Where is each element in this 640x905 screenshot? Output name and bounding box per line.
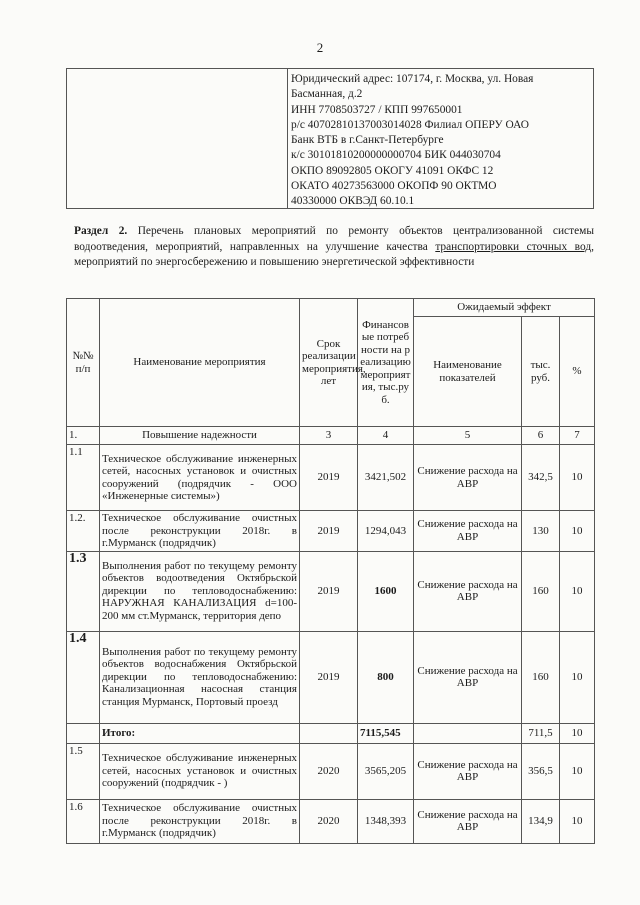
row-finance: 1348,393 xyxy=(358,799,414,843)
row-name: Техническое обслуживание инженерных сетей, насосных установок и очистных сооружений (подрядчик - ООО «Инженерные системы») xyxy=(100,445,300,511)
row-rub: 356,5 xyxy=(522,743,560,799)
col-number: 7 xyxy=(560,427,595,445)
col-number: 3 xyxy=(300,427,358,445)
row-name: Техническое обслуживание инженерных сетей, насосных установок и очистных сооружений (подрядчик - ) xyxy=(100,743,300,799)
section-text-a: Перечень плановых мероприятий по ремонту объектов централизованной системы водоотведения, мероприятий, направленных на улучшение качества xyxy=(74,225,594,253)
row-name: Техническое обслуживание очистных после реконструкции 2018г. в г.Мурманск (подрядчик) xyxy=(100,799,300,843)
total-row xyxy=(67,723,595,743)
requisites-left-cell xyxy=(67,69,288,208)
row-year: 2019 xyxy=(300,445,358,511)
measures-table xyxy=(66,298,595,844)
section-text-underlined: транспортировки сточных вод, xyxy=(435,240,594,253)
table-row xyxy=(67,511,595,552)
section-label: Раздел 2. xyxy=(74,225,128,237)
col-number: 1. xyxy=(67,427,100,445)
table-row xyxy=(67,743,595,799)
row-indicator: Снижение расхода на АВР xyxy=(414,445,522,511)
col-number: 5 xyxy=(414,427,522,445)
total-label: Итого: xyxy=(100,723,300,743)
col-number: Повышение надежности xyxy=(100,427,300,445)
requisites-line: 40330000 ОКВЭД 60.10.1 xyxy=(291,195,415,208)
requisites-line: к/с 30101810200000000704 БИК 044030704 xyxy=(291,149,501,162)
requisites-line: ОКПО 89092805 ОКОГУ 41091 ОКФС 12 xyxy=(291,164,494,177)
row-year: 2020 xyxy=(300,743,358,799)
row-finance: 1294,043 xyxy=(358,511,414,552)
row-indicator: Снижение расхода на АВР xyxy=(414,743,522,799)
row-rub: 160 xyxy=(522,551,560,631)
row-year: 2019 xyxy=(300,631,358,723)
requisites-line: Басманная, д.2 xyxy=(291,88,363,101)
requisites-line: ИНН 7708503727 / КПП 997650001 xyxy=(291,103,463,116)
row-rub: 160 xyxy=(522,631,560,723)
requisites-box xyxy=(66,68,594,209)
row-indicator: Снижение расхода на АВР xyxy=(414,631,522,723)
header-effect: Ожидаемый эффект xyxy=(414,299,595,317)
total-finance: 7115,545 xyxy=(358,723,414,743)
requisites-text xyxy=(291,72,591,210)
row-year: 2020 xyxy=(300,799,358,843)
row-finance: 1600 xyxy=(358,551,414,631)
section-heading xyxy=(74,224,594,271)
row-pct: 10 xyxy=(560,743,595,799)
row-number: 1.1 xyxy=(67,445,100,511)
table-row xyxy=(67,445,595,511)
row-rub: 134,9 xyxy=(522,799,560,843)
table-row xyxy=(67,551,595,631)
header-rub: тыс. руб. xyxy=(522,317,560,427)
row-finance: 800 xyxy=(358,631,414,723)
row-year: 2019 xyxy=(300,511,358,552)
header-finance: Финансовые потребности на реализацию мероприятия, тыс.руб. xyxy=(358,299,414,427)
total-pct: 10 xyxy=(560,723,595,743)
row-rub: 342,5 xyxy=(522,445,560,511)
row-pct: 10 xyxy=(560,631,595,723)
row-number: 1.4 xyxy=(67,631,100,723)
header-no: №№ п/п xyxy=(67,299,100,427)
requisites-line: Банк ВТБ в г.Санкт-Петербурге xyxy=(291,134,444,147)
header-indicator: Наименование показателей xyxy=(414,317,522,427)
row-indicator: Снижение расхода на АВР xyxy=(414,799,522,843)
requisites-line: Юридический адрес: 107174, г. Москва, ул. Новая xyxy=(291,73,534,85)
col-number: 6 xyxy=(522,427,560,445)
page-number: 2 xyxy=(316,40,324,55)
section-text-b: мероприятий по энергосбережению и повышению энергетической эффективности xyxy=(74,256,475,268)
row-number: 1.5 xyxy=(67,743,100,799)
row-indicator: Снижение расхода на АВР xyxy=(414,551,522,631)
row-name: Техническое обслуживание очистных после реконструкции 2018г. в г.Мурманск (подрядчик) xyxy=(100,511,300,552)
total-rub: 711,5 xyxy=(522,723,560,743)
row-number: 1.2. xyxy=(67,511,100,552)
row-finance: 3421,502 xyxy=(358,445,414,511)
row-pct: 10 xyxy=(560,445,595,511)
row-year: 2019 xyxy=(300,551,358,631)
header-period: Срок реализации мероприятия, лет xyxy=(300,299,358,427)
row-name: Выполнения работ по текущему ремонту объектов водоснабжения Октябрьской дирекции по тепловодоснабжению: Канализационная насосная станция станция Мурманск, Портовый проезд xyxy=(100,631,300,723)
table-row xyxy=(67,799,595,843)
header-name: Наименование мероприятия xyxy=(100,299,300,427)
table-row xyxy=(67,631,595,723)
row-number: 1.6 xyxy=(67,799,100,843)
requisites-line: ОКАТО 40273563000 ОКОПФ 90 ОКТМО xyxy=(291,180,497,193)
header-pct: % xyxy=(560,317,595,427)
row-number: 1.3 xyxy=(67,551,100,631)
row-pct: 10 xyxy=(560,799,595,843)
col-number: 4 xyxy=(358,427,414,445)
row-pct: 10 xyxy=(560,551,595,631)
row-name: Выполнения работ по текущему ремонту объектов водоотведения Октябрьской дирекции по тепловодоснабжению: НАРУЖНАЯ КАНАЛИЗАЦИЯ d=100-200 мм ст.Мурманск, территория депо xyxy=(100,551,300,631)
requisites-line: р/с 40702810137003014028 Филиал ОПЕРУ ОАО xyxy=(291,118,529,131)
row-indicator: Снижение расхода на АВР xyxy=(414,511,522,552)
row-finance: 3565,205 xyxy=(358,743,414,799)
row-rub: 130 xyxy=(522,511,560,552)
row-pct: 10 xyxy=(560,511,595,552)
